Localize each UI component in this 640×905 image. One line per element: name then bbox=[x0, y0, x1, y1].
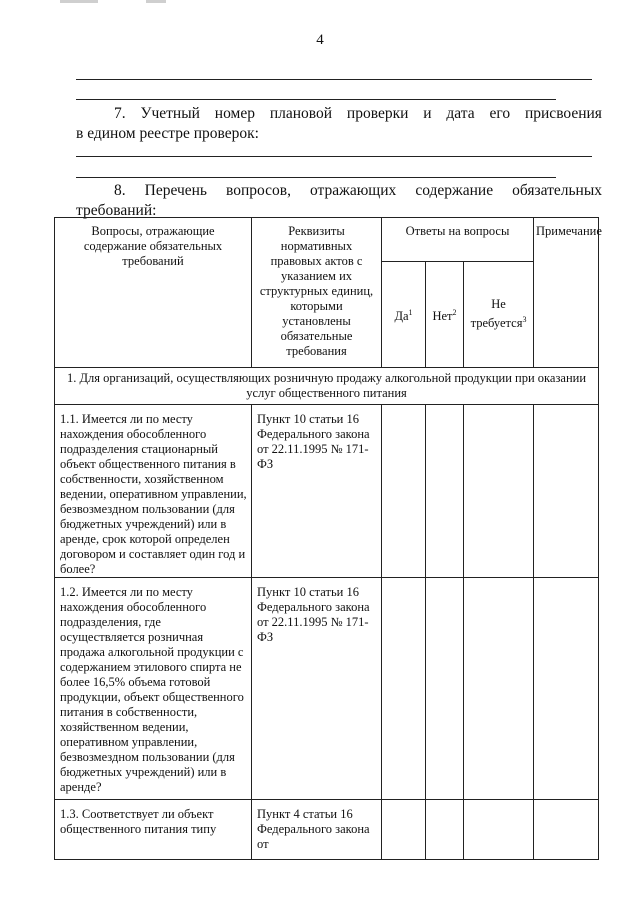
requirements-table bbox=[54, 217, 602, 860]
page-number: 4 bbox=[316, 32, 324, 48]
item-7 bbox=[76, 104, 602, 144]
item-8 bbox=[76, 181, 602, 221]
fill-line bbox=[76, 177, 556, 178]
answer-no-cell[interactable] bbox=[426, 800, 464, 860]
requisite-cell: Пункт 4 статьи 16 Федерального закона от bbox=[252, 800, 382, 860]
item-7-second-line: в едином реестре проверок: bbox=[76, 125, 259, 142]
requisite-cell: Пункт 10 статьи 16 Федерального закона от 22.11.1995 № 171-ФЗ bbox=[252, 405, 382, 578]
scan-artifact bbox=[146, 0, 166, 3]
question-cell: 1.3. Соответствует ли объект общественного питания типу bbox=[55, 800, 252, 860]
answer-not-required-cell[interactable] bbox=[464, 405, 534, 578]
question-cell: 1.2. Имеется ли по месту нахождения обособленного подразделения, где осуществляется розничная продажа алкогольной продукции с содержанием этилового спирта не более 16,5% объема готовой продукции, объект общественного питания в собственности, хозяйственном ведении, оперативном управлении, безвозмездном пользовании (для бюджетных учреждений) или в аренде? bbox=[55, 578, 252, 800]
item-7-first-line: 7. Учетный номер плановой проверки и дата его присвоения bbox=[114, 105, 602, 122]
header-not-required: Не требуется$^3$ bbox=[464, 262, 534, 368]
answer-no-cell[interactable] bbox=[426, 405, 464, 578]
item-8-first-line: 8. Перечень вопросов, отражающих содержание обязательных bbox=[114, 182, 602, 199]
fill-line bbox=[76, 79, 592, 80]
table-row bbox=[55, 800, 599, 860]
note-cell[interactable] bbox=[534, 578, 599, 800]
section-title: 1. Для организаций, осуществляющих розничную продажу алкогольной продукции при оказании услуг общественного питания bbox=[55, 368, 599, 405]
requisite-cell: Пункт 10 статьи 16 Федерального закона от 22.11.1995 № 171-ФЗ bbox=[252, 578, 382, 800]
header-requisites: Реквизиты нормативных правовых актов с указанием их структурных единиц, которыми установлены обязательные требования bbox=[252, 218, 382, 368]
header-no: Нет$^2$ bbox=[426, 262, 464, 368]
header-questions: Вопросы, отражающие содержание обязательных требований bbox=[55, 218, 252, 368]
fill-line bbox=[76, 99, 556, 100]
item-8-second-line: требований: bbox=[76, 202, 157, 219]
answer-not-required-cell[interactable] bbox=[464, 578, 534, 800]
header-answers: Ответы на вопросы bbox=[382, 218, 534, 262]
answer-not-required-cell[interactable] bbox=[464, 800, 534, 860]
answer-yes-cell[interactable] bbox=[382, 578, 426, 800]
table-row bbox=[55, 405, 599, 578]
note-cell[interactable] bbox=[534, 405, 599, 578]
header-note: Примечание bbox=[534, 218, 599, 368]
header-yes: $Да^1$ bbox=[382, 262, 426, 368]
note-cell[interactable] bbox=[534, 800, 599, 860]
answer-no-cell[interactable] bbox=[426, 578, 464, 800]
table-row bbox=[55, 578, 599, 800]
answer-yes-cell[interactable] bbox=[382, 405, 426, 578]
question-cell: 1.1. Имеется ли по месту нахождения обособленного подразделения стационарный объект общественного питания в собственности, хозяйственном ведении, оперативном управлении, безвозмездном пользовании (для бюджетных учреждений) или в аренде, срок которой определен договором и составляет один год и более? bbox=[55, 405, 252, 578]
fill-line bbox=[76, 156, 592, 157]
scan-artifact bbox=[60, 0, 98, 3]
answer-yes-cell[interactable] bbox=[382, 800, 426, 860]
